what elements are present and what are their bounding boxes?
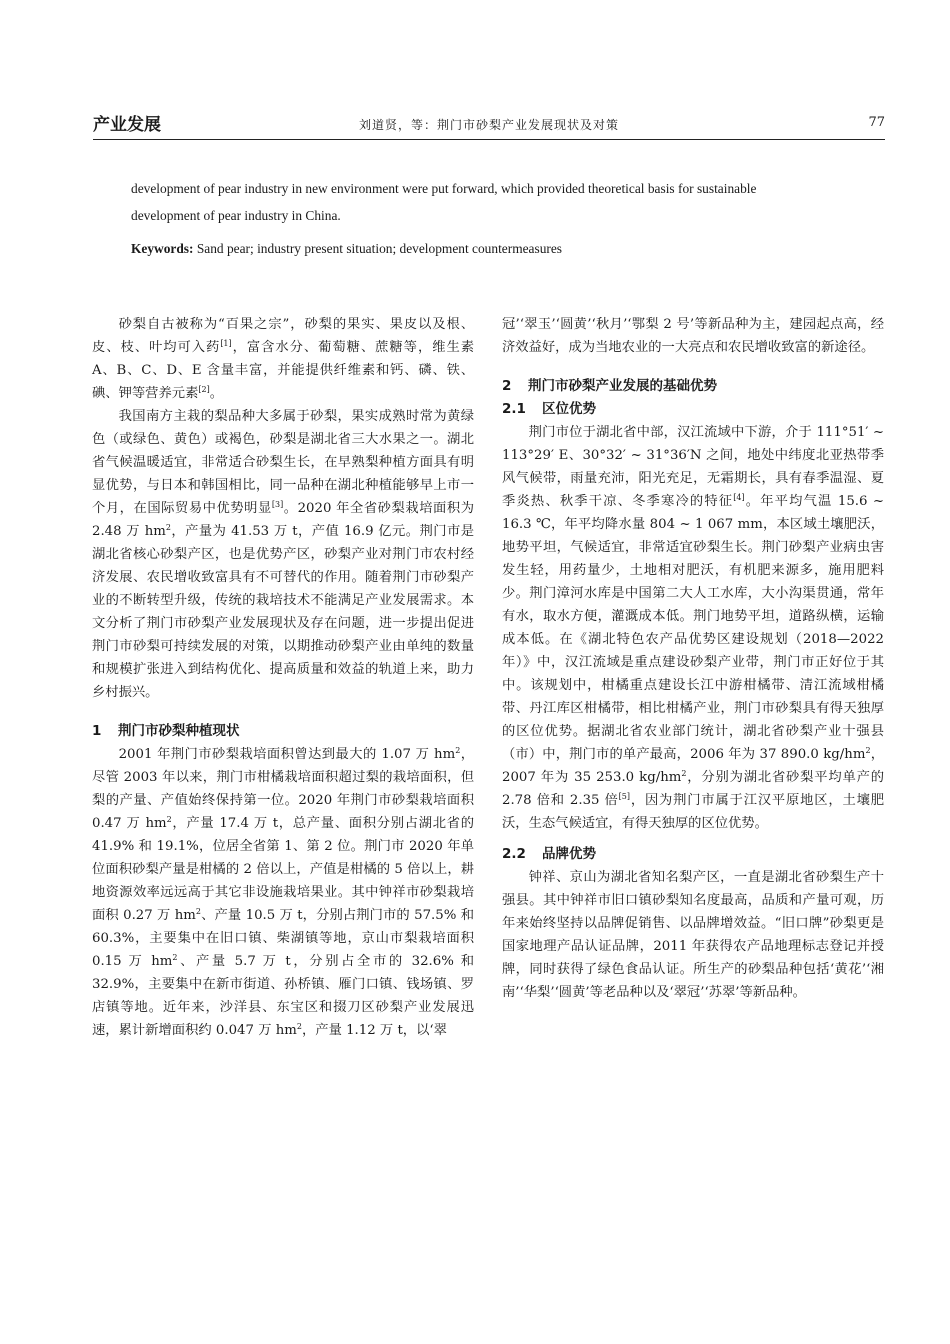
keywords-text: Sand pear; industry present situation; development countermeasures xyxy=(196,241,563,256)
section-heading-1: 1 荆门市砂梨种植现状 xyxy=(92,723,240,739)
section-heading-2: 2 荆门市砂梨产业发展的基础优势 xyxy=(502,378,717,394)
left-column xyxy=(92,313,474,1042)
citation: [5] xyxy=(618,792,631,801)
citation: [1] xyxy=(220,339,232,348)
right-column xyxy=(502,313,884,1004)
page-header xyxy=(93,110,885,140)
paragraph: 2001 年荆门市砂梨栽培面积曾达到最大的 1.07 万 $hm^2$，尽管 2003 年以来，荆门市柑橘栽培面积超过梨的栽培面积，但梨的产量、产值始终保持第一位。2020 年荆门市砂梨栽培面积 0.47 万 $hm^2$，产量 17.4 万 t，总产量、面积分别占湖北省的 41.9% 和 19.1%，位居全省第 1、第 2 位。荆门市 2020 年单位面积砂梨产量是柑橘的 2 倍以上，产值是柑橘的 5 倍以上，耕地资源效率远远高于其它非设施栽培果业。其中钟祥市砂梨栽培面积 0.27 万 $hm^2$、产量 10.5 万 t，分别占荆门市的 57.5% 和 60.3%，主要集中在旧口镇、柴湖镇等地，京山市梨栽培面积 0.15 万 $hm^2$、产量 5.7 万 t，分别占全市的 32.6% 和 32.9%，主要集中在新市街道、孙桥镇、雁门口镇、钱场镇、罗店镇等地。近年来，沙洋县、东宝区和掇刀区砂梨产业发展迅速，累计新增面积约 0.047 万 $hm^2$，产量 1.12 万 t，以‘翠 xyxy=(92,746,475,1038)
citation: [2] xyxy=(198,385,210,394)
header-rule xyxy=(93,139,885,140)
citation: [4] xyxy=(733,493,745,502)
paragraph: 我国南方主栽的梨品种大多属于砂梨，果实成熟时常为黄绿色（或绿色、黄色）或褐色，砂梨是湖北省三大水果之一。湖北省气候温暖适宜，非常适合砂梨生长，在早熟梨种植方面具有明显优势，与日本和韩国相比，同一品种在湖北种植能够早上市一个月，在国际贸易中优势明显[3]。2020 年全省砂梨栽培面积为 2.48 万 $hm^2$，产量为 41.53 万 t，产值 16.9 亿元。荆门市是湖北省核心砂梨产区，也是优势产区，砂梨产业对荆门市农村经济发展、农民增收致富具有不可替代的作用。随着荆门市砂梨产业的不断转型升级，传统的栽培技术不能满足产业发展需求。本文分析了荆门市砂梨产业发展现状及存在问题，进一步提出促进荆门市砂梨可持续发展的对策，以期推动砂梨产业由单纯的数量和规模扩张进入到结构优化、提高质量和效益的轨道上来，助力乡村振兴。 xyxy=(92,409,474,700)
paragraph: 荆门市位于湖北省中部，汉江流域中下游，介于 111°51′ ~ 113°29′ E、30°32′ ~ 31°36′N 之间，地处中纬度北亚热带季风气候带，雨量充沛，阳光充足，无霜期长，具有春季温湿、夏季炎热、秋季干凉、冬季寒冷的特征[4]。年平均气温 15.6 ~ 16.3 ℃，年平均降水量 804 ~ 1 067 mm，本区域土壤肥沃，地势平坦，气候适宜，非常适宜砂梨生长。荆门砂梨产业病虫害发生轻，用药量少，土地相对肥沃，有机肥来源多，施用肥料少。荆门漳河水库是中国第二大人工水库，大小沟渠贯通，常年有水，取水方便，灌溉成本低。荆门地势平坦，道路纵横，运输成本低。在《湖北特色农产品优势区建设规划（2018—2022 年）》中，汉江流域是重点建设砂梨产业带，荆门市正好位于其中。该规划中，柑橘重点建设长江中游柑橘带、清江流域柑橘带、丹江库区柑橘带，相比柑橘产业，荆门市砂梨具有得天独厚的区位优势。据湖北省农业部门统计，湖北省砂梨产业十强县（市）中，荆门市的单产最高，2006 年为 37 890.0 $kg/hm^2$，2007 年为 35 253.0 $kg/hm^2$，分别为湖北省砂梨平均单产的 2.78 倍和 2.35 倍[5]，因为荆门市属于江汉平原地区，土壤肥沃，生态气候适宜，有得天独厚的区位优势。 xyxy=(502,425,885,831)
paragraph: 钟祥、京山为湖北省知名梨产区，一直是湖北省砂梨生产十强县。其中钟祥市旧口镇砂梨知名度最高，品质和产量可观，历年来始终坚持以品牌促销售、以品牌增效益。“旧口牌”砂梨更是国家地理产品认证品牌，2011 年获得农产品地理标志登记并授牌，同时获得了绿色食品认证。所生产的砂梨品种包括‘黄花’‘湘南’‘华梨’‘圆黄’等老品种以及‘翠冠’‘苏翠’等新品种。 xyxy=(502,870,884,1000)
page-number: 77 xyxy=(868,115,885,130)
subsection-heading-2-2: 2.2 品牌优势 xyxy=(502,846,596,862)
abstract-line: development of pear industry in new environment were put forward, which provided theoretical basis for sustainable xyxy=(131,181,757,196)
citation: [3] xyxy=(271,500,284,509)
subsection-heading-2-1: 2.1 区位优势 xyxy=(502,401,596,417)
keywords-line xyxy=(131,235,871,262)
section-title: 产业发展 xyxy=(93,115,161,135)
abstract-block xyxy=(131,175,871,262)
abstract-line: development of pear industry in China. xyxy=(131,208,341,223)
paragraph: 砂梨自古被称为“百果之宗”，砂梨的果实、果皮以及根、皮、枝、叶均可入药[1]，富含水分、葡萄糖、蔗糖等，维生素 A、B、C、D、E 含量丰富，并能提供纤维素和钙、磷、铁、碘、钾等营养元素[2]。 xyxy=(92,317,475,401)
keywords-label: Keywords: xyxy=(131,241,194,256)
paragraph: 冠’‘翠玉’‘圆黄’‘秋月’‘鄂梨 2 号’等新品种为主，建园起点高，经济效益好，成为当地农业的一大亮点和农民增收致富的新途径。 xyxy=(502,317,884,355)
running-title: 刘道贤，等：荆门市砂梨产业发展现状及对策 xyxy=(358,118,619,132)
